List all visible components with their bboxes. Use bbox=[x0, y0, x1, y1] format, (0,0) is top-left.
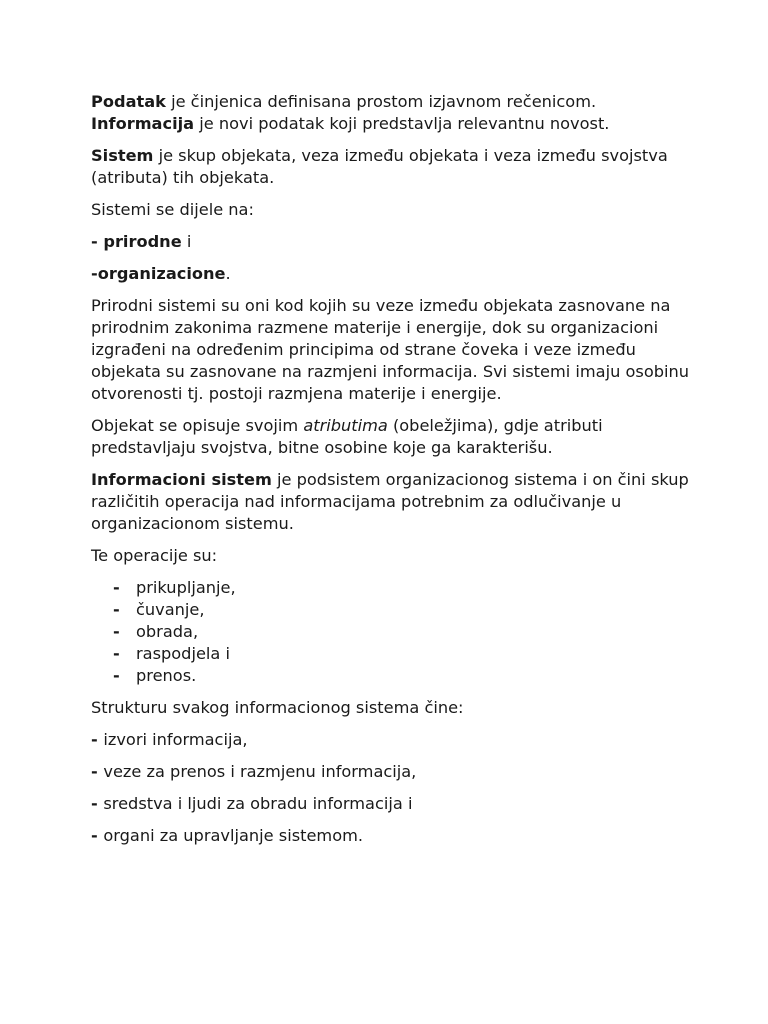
term-informacioni-sistem: Informacioni sistem bbox=[91, 470, 272, 489]
dash: - bbox=[91, 730, 104, 749]
list-line-prirodne bbox=[91, 231, 691, 253]
text: (obeležjima), gdje atributi predstavljaju svojstva, bitne osobine koje ga karakterišu. bbox=[91, 416, 603, 457]
paragraph-operacije: Te operacije su: bbox=[91, 546, 218, 565]
paragraph-sistemi-dijele: Sistemi se dijele na: bbox=[91, 200, 254, 219]
structure-line bbox=[91, 825, 691, 847]
list-item bbox=[91, 665, 691, 687]
dash: - bbox=[91, 232, 104, 251]
dash: - bbox=[91, 794, 104, 813]
structure-line bbox=[91, 761, 691, 783]
bullet-dash: - bbox=[113, 644, 120, 663]
list-item-text: raspodjela i bbox=[136, 644, 230, 663]
term-informacija: Informacija bbox=[91, 114, 195, 133]
list-item bbox=[91, 643, 691, 665]
definition-paragraph-data bbox=[91, 91, 691, 135]
bullet-dash: - bbox=[113, 622, 120, 641]
text: Objekat se opisuje svojim bbox=[91, 416, 304, 435]
document-body bbox=[91, 91, 691, 857]
operations-list bbox=[91, 577, 691, 687]
definition-text: je novi podatak koji predstavlja relevantnu novost. bbox=[194, 114, 610, 133]
list-item-text: čuvanje, bbox=[136, 600, 205, 619]
definition-paragraph-sistem bbox=[91, 145, 691, 189]
definition-text: je podsistem organizacionog sistema i on čini skup različitih operacija nad informacijama potrebnim za odlučivanje u organizacionom sistemu. bbox=[91, 470, 689, 533]
list-item bbox=[91, 577, 691, 599]
bullet-dash: - bbox=[113, 578, 120, 597]
line-text: . bbox=[225, 264, 231, 283]
structure-line bbox=[91, 793, 691, 815]
line-text: organi za upravljanje sistemom. bbox=[103, 826, 364, 845]
list-item-text: obrada, bbox=[136, 622, 199, 641]
list-item bbox=[91, 621, 691, 643]
line-text: veze za prenos i razmjenu informacija, bbox=[103, 762, 417, 781]
term-prirodne: prirodne bbox=[103, 232, 182, 251]
definition-paragraph-informacioni-sistem bbox=[91, 469, 691, 535]
paragraph-objekat bbox=[91, 415, 691, 459]
list-item bbox=[91, 599, 691, 621]
list-line-organizacione bbox=[91, 263, 691, 285]
term-organizacione: -organizacione bbox=[91, 264, 226, 283]
list-item-text: prenos. bbox=[136, 666, 197, 685]
list-item-text: prikupljanje, bbox=[136, 578, 236, 597]
term-atributima: atributima bbox=[303, 416, 388, 435]
paragraph-struktura: Strukturu svakog informacionog sistema čine: bbox=[91, 698, 464, 717]
line-text: sredstva i ljudi za obradu informacija i bbox=[103, 794, 413, 813]
bullet-dash: - bbox=[113, 600, 120, 619]
structure-line bbox=[91, 729, 691, 751]
dash: - bbox=[91, 826, 104, 845]
dash: - bbox=[91, 762, 104, 781]
line-text: izvori informacija, bbox=[103, 730, 248, 749]
term-podatak: Podatak bbox=[91, 92, 166, 111]
paragraph-prirodni-sistemi: Prirodni sistemi su oni kod kojih su veze između objekata zasnovane na prirodnim zakonima razmene materije i energije, dok su organizacioni izgrađeni na određenim principima od strane čoveka i veze između objekata su zasnovane na razmjeni informacija. Svi sistemi imaju osobinu otvorenosti tj. postoji razmjena materije i energije. bbox=[91, 296, 690, 403]
bullet-dash: - bbox=[113, 666, 120, 685]
definition-text: je skup objekata, veza između objekata i veza između svojstva (atributa) tih objekata. bbox=[91, 146, 668, 187]
line-text: i bbox=[181, 232, 192, 251]
definition-text: je činjenica definisana prostom izjavnom rečenicom. bbox=[165, 92, 597, 111]
term-sistem: Sistem bbox=[91, 146, 154, 165]
